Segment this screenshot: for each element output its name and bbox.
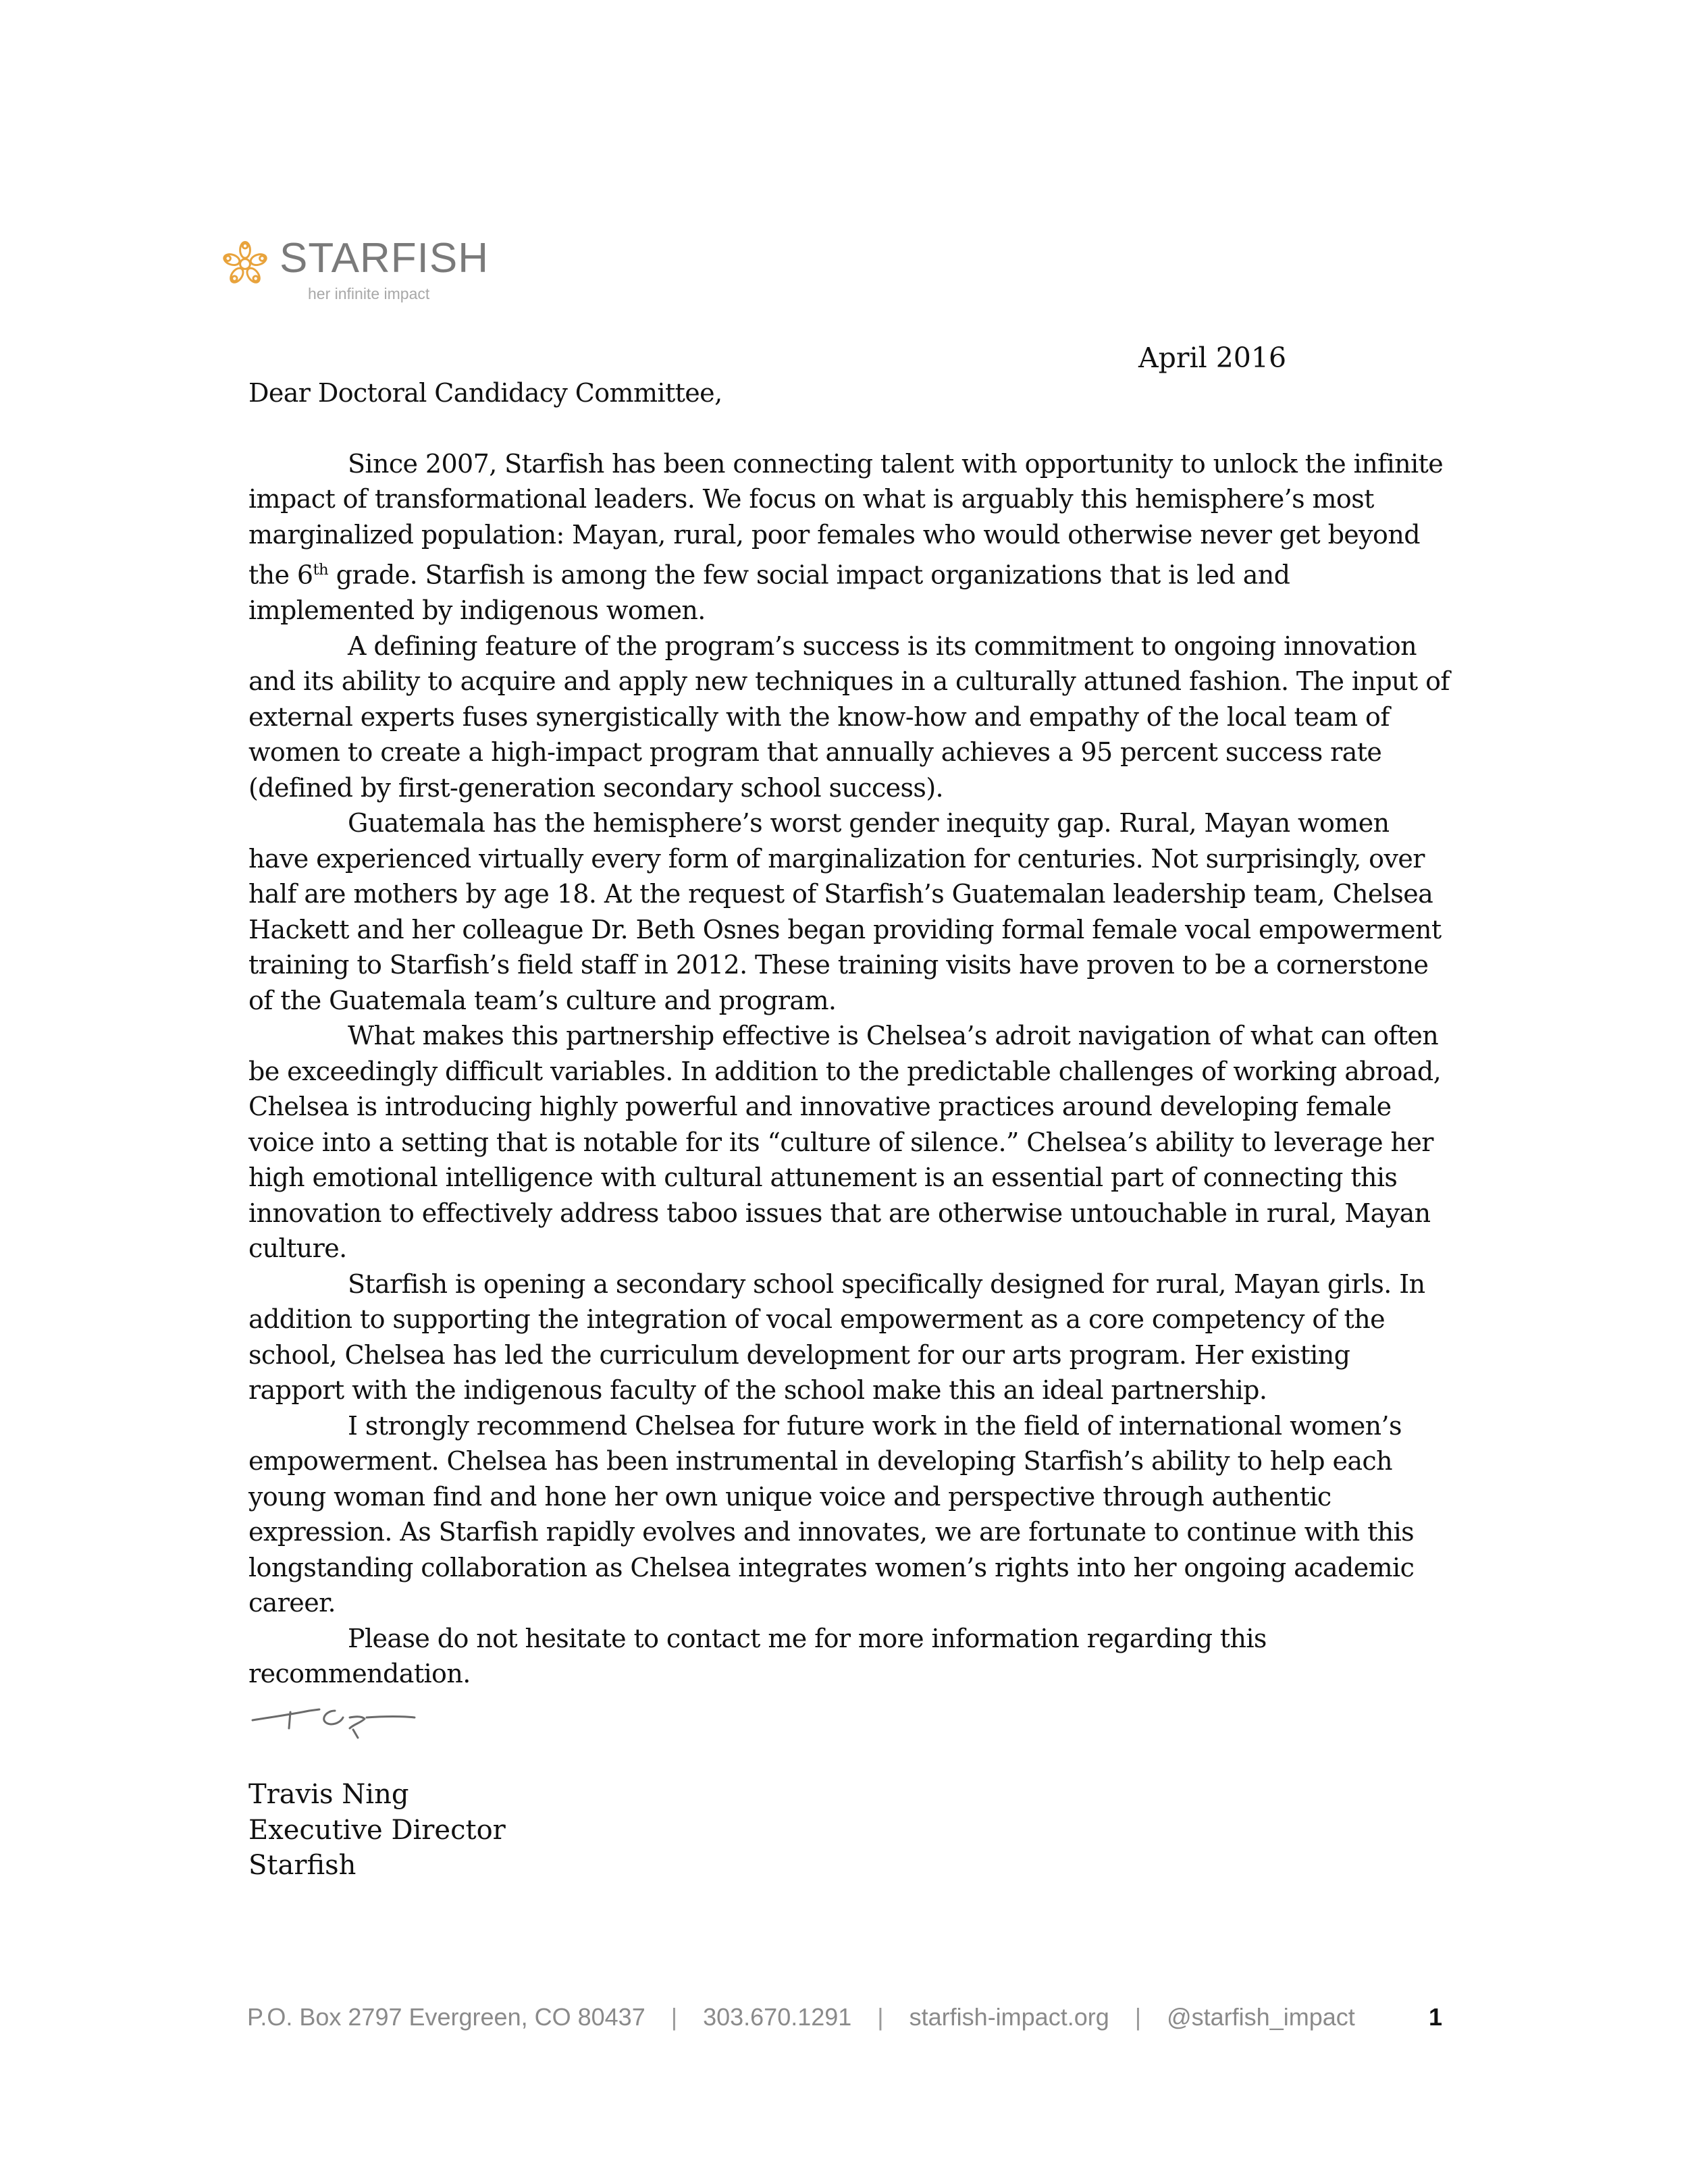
- body-paragraph-6: I strongly recommend Chelsea for future work in the field of international women’s empowerment. Chelsea has been instrumental in developing Starfish’s ability to help each young woman find and hone her own unique voice and perspective through authentic expression. As Starfish rapidly evolves and innovates, we are fortunate to continue with this longstanding collaboration as Chelsea integrates women’s rights into her ongoing academic career.: [248, 1410, 1415, 1618]
- starfish-logo-icon: [220, 239, 270, 289]
- footer-separator: |: [1134, 2003, 1142, 2031]
- letter-date: April 2016: [1138, 342, 1287, 374]
- handwritten-signature: [248, 1690, 417, 1751]
- footer-separator: |: [877, 2003, 884, 2031]
- body-paragraph-2: A defining feature of the program’s success is its commitment to ongoing innovation and its ability to acquire and apply new techniques in a culturally attuned fashion. The input of external experts fuses synergistically with the know-how and empathy of the local team of women to create a high-impact program that annually achieves a 95 percent success rate (defined by first-generation secondary school success).: [248, 631, 1450, 803]
- footer-separator: |: [670, 2003, 678, 2031]
- starfish-logo: [220, 234, 504, 315]
- footer-social-handle[interactable]: @starfish_impact: [1167, 2003, 1355, 2031]
- body-paragraph-5: Starfish is opening a secondary school specifically designed for rural, Mayan girls. In addition to supporting the integration of vocal empowerment as a core competency of the school, Chelsea has led the curriculum development for our arts program. Her existing rapport with the indigenous faculty of the school make this an ideal partnership.: [248, 1269, 1425, 1406]
- logo-wordmark: STARFISH: [280, 235, 489, 282]
- ordinal-suffix: th: [313, 561, 329, 579]
- footer-website[interactable]: starfish-impact.org: [909, 2003, 1109, 2031]
- paragraph-1-text-end: grade. Starfish is among the few social impact organizations that is led and implemented by indigenous women.: [248, 560, 1290, 626]
- salutation: Dear Doctoral Candidacy Committee,: [248, 378, 722, 408]
- signoff-block: [248, 1777, 506, 1884]
- paragraph-1-text-start: Since 2007, Starfish has been connecting talent with opportunity to unlock the infinite impact of transformational leaders. We focus on what is arguably this hemisphere’s most marginalized population: Mayan, rural, poor females who would otherwise never get beyond the 6: [248, 448, 1444, 590]
- body-paragraph-3: Guatemala has the hemisphere’s worst gender inequity gap. Rural, Mayan women have experienced virtually every form of marginalization for centuries. Not surprisingly, over half are mothers by age 18. At the request of Starfish’s Guatemalan leadership team, Chelsea Hackett and her colleague Dr. Beth Osnes began providing formal female vocal empowerment training to Starfish’s field staff in 2012. These training visits have proven to be a cornerstone of the Guatemala team’s culture and program.: [248, 808, 1442, 1015]
- body-paragraph-1: [248, 446, 1450, 629]
- footer-address: P.O. Box 2797 Evergreen, CO 80437: [247, 2003, 645, 2031]
- page-number: 1: [1428, 2003, 1442, 2031]
- signer-title: Executive Director: [248, 1814, 506, 1846]
- footer-phone: 303.670.1291: [703, 2003, 852, 2031]
- page-footer: [247, 2001, 1442, 2033]
- letter-body: [248, 375, 1450, 1692]
- body-paragraph-4: What makes this partnership effective is Chelsea’s adroit navigation of what can often be exceedingly difficult variables. In addition to the predictable challenges of working abroad, Chelsea is introducing highly powerful and innovative practices around developing female voice into a setting that is notable for its “culture of silence.” Chelsea’s ability to leverage her high emotional intelligence with cultural attunement is an essential part of connecting this innovation to effectively address taboo issues that are otherwise untouchable in rural, Mayan culture.: [248, 1021, 1442, 1264]
- body-paragraph-7: Please do not hesitate to contact me for more information regarding this recommendation.: [248, 1623, 1267, 1689]
- signer-organization: Starfish: [248, 1850, 357, 1881]
- logo-tagline: her infinite impact: [308, 285, 430, 302]
- signer-name: Travis Ning: [248, 1779, 409, 1810]
